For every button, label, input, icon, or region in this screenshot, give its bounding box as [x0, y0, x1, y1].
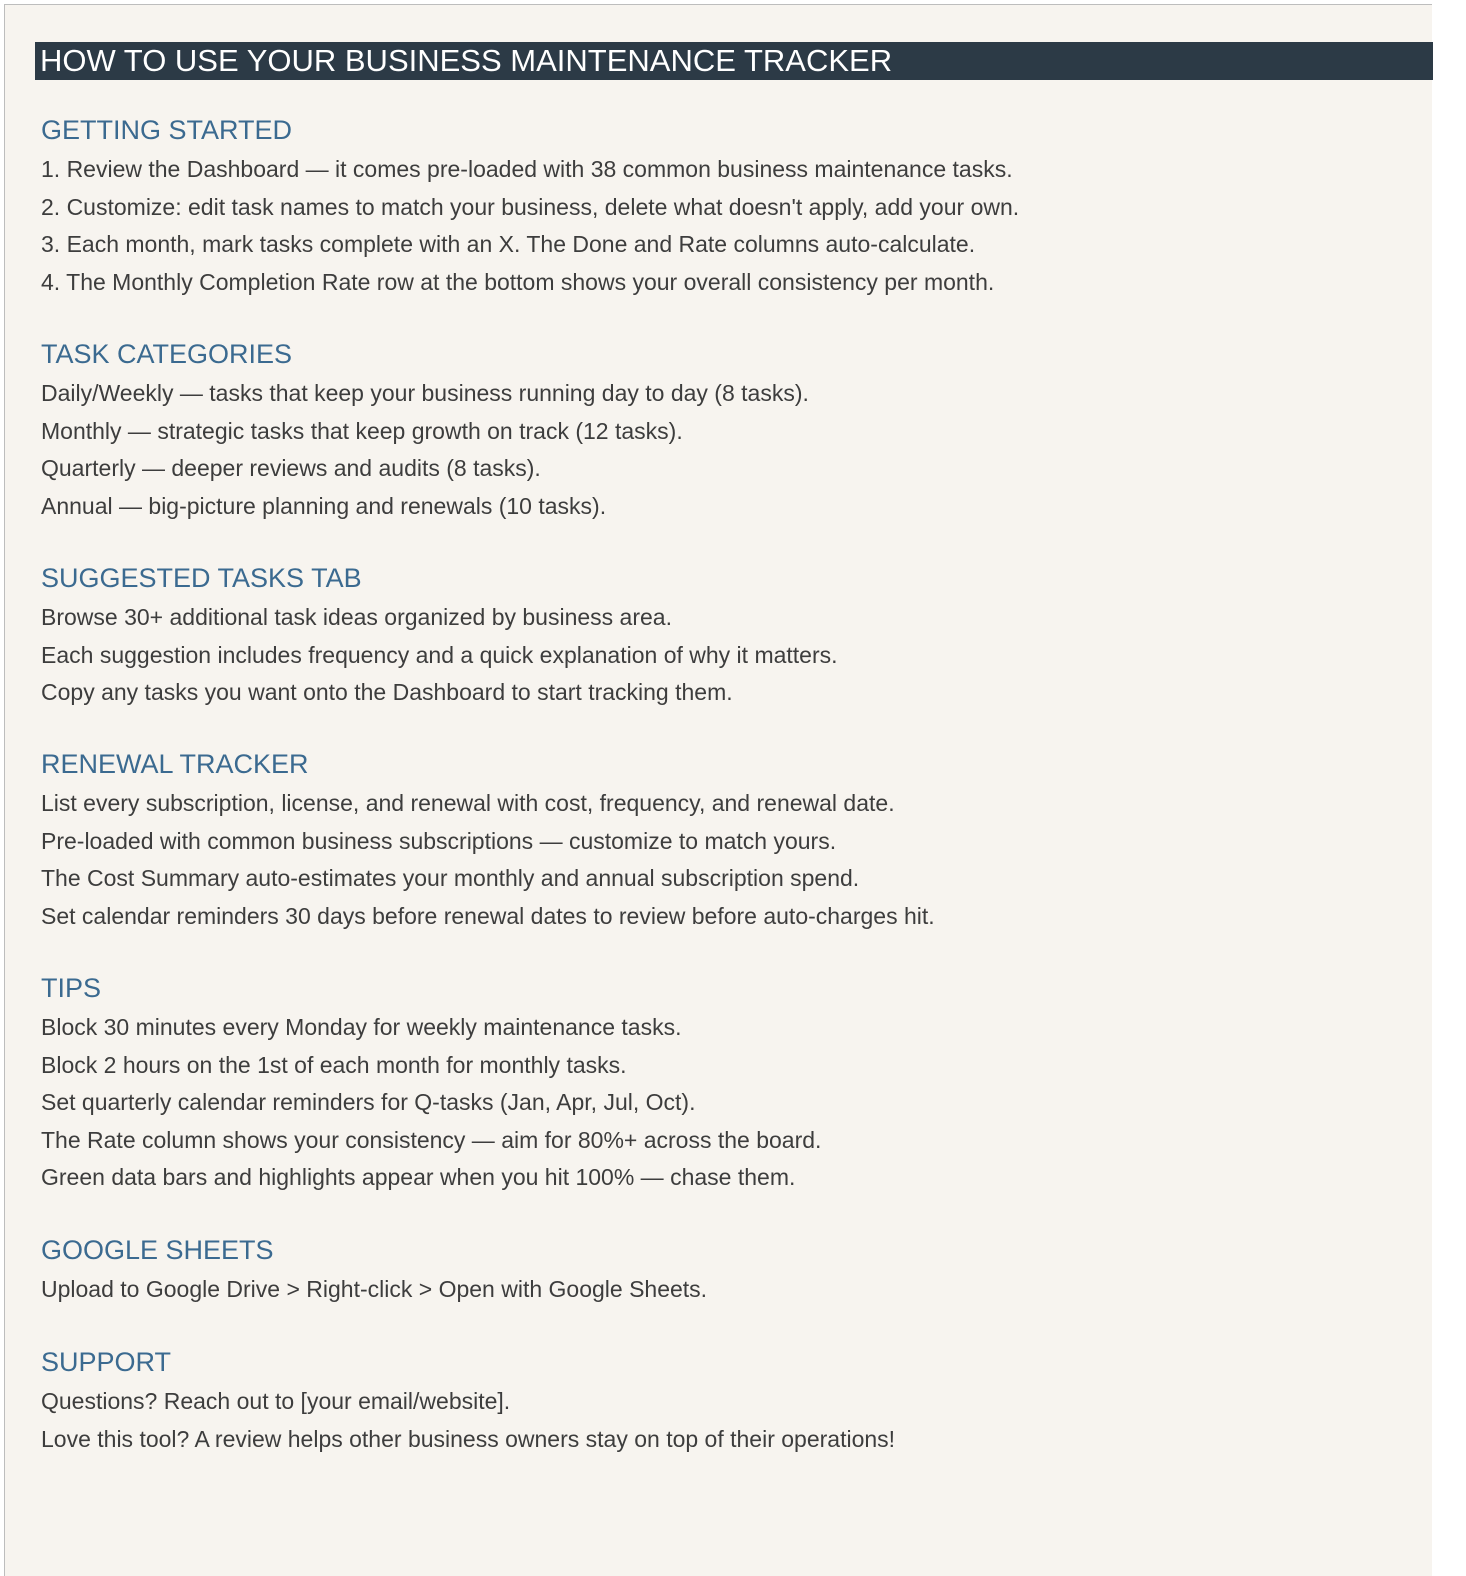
instruction-line: Each suggestion includes frequency and a quick explanation of why it matters.	[41, 641, 838, 668]
instruction-line: Upload to Google Drive > Right-click > Open with Google Sheets.	[41, 1276, 708, 1302]
instruction-line: Pre-loaded with common business subscriptions — customize to match yours.	[41, 827, 837, 854]
instruction-line: Browse 30+ additional task ideas organized by business area.	[41, 604, 672, 630]
instruction-line: Questions? Reach out to [your email/website].	[41, 1388, 511, 1414]
instruction-line: Block 30 minutes every Monday for weekly maintenance tasks.	[41, 1014, 682, 1040]
page-title: HOW TO USE YOUR BUSINESS MAINTENANCE TRACKER	[40, 43, 893, 78]
instruction-line: 1. Review the Dashboard — it comes pre-loaded with 38 common business maintenance tasks.	[41, 156, 1013, 182]
instruction-line: Quarterly — deeper reviews and audits (8 tasks).	[41, 455, 541, 481]
instruction-line: Daily/Weekly — tasks that keep your business running day to day (8 tasks).	[41, 380, 809, 406]
title-bar	[35, 42, 1433, 80]
section-getting-started	[41, 115, 1019, 301]
instruction-line: 3. Each month, mark tasks complete with an X. The Done and Rate columns auto-calculate.	[41, 231, 976, 257]
section-google-sheets	[41, 1235, 707, 1309]
section-heading: TASK CATEGORIES	[41, 339, 293, 369]
section-heading: TIPS	[41, 973, 102, 1003]
section-heading: SUGGESTED TASKS TAB	[41, 563, 362, 593]
section-heading: GOOGLE SHEETS	[41, 1235, 274, 1265]
instruction-line: Copy any tasks you want onto the Dashboard to start tracking them.	[41, 679, 733, 705]
section-heading: RENEWAL TRACKER	[41, 749, 309, 779]
instruction-line: Annual — big-picture planning and renewals (10 tasks).	[41, 492, 607, 519]
instruction-line: Love this tool? A review helps other business owners stay on top of their operations!	[41, 1425, 896, 1452]
instruction-line: 4. The Monthly Completion Rate row at the bottom shows your overall consistency per month.	[41, 268, 995, 295]
instructions-sheet	[4, 4, 1432, 1576]
instruction-line: Set calendar reminders 30 days before renewal dates to review before auto-charges hit.	[41, 902, 935, 929]
section-task-categories	[41, 339, 809, 525]
section-heading: GETTING STARTED	[41, 115, 293, 145]
section-tips	[41, 973, 821, 1197]
section-heading: SUPPORT	[41, 1347, 172, 1377]
section-support	[41, 1347, 895, 1458]
section-suggested-tasks	[41, 563, 838, 712]
instruction-line: Monthly — strategic tasks that keep growth on track (12 tasks).	[41, 417, 683, 444]
instruction-line: The Cost Summary auto-estimates your monthly and annual subscription spend.	[41, 865, 860, 891]
instruction-line: 2. Customize: edit task names to match your business, delete what doesn't apply, add your own.	[41, 193, 1020, 220]
instruction-line: The Rate column shows your consistency — aim for 80%+ across the board.	[41, 1126, 822, 1153]
instruction-line: Green data bars and highlights appear when you hit 100% — chase them.	[41, 1164, 796, 1190]
instruction-line: List every subscription, license, and renewal with cost, frequency, and renewal date.	[41, 790, 895, 816]
instruction-line: Set quarterly calendar reminders for Q-tasks (Jan, Apr, Jul, Oct).	[41, 1089, 696, 1115]
instruction-line: Block 2 hours on the 1st of each month for monthly tasks.	[41, 1051, 627, 1078]
section-renewal-tracker	[41, 749, 935, 935]
